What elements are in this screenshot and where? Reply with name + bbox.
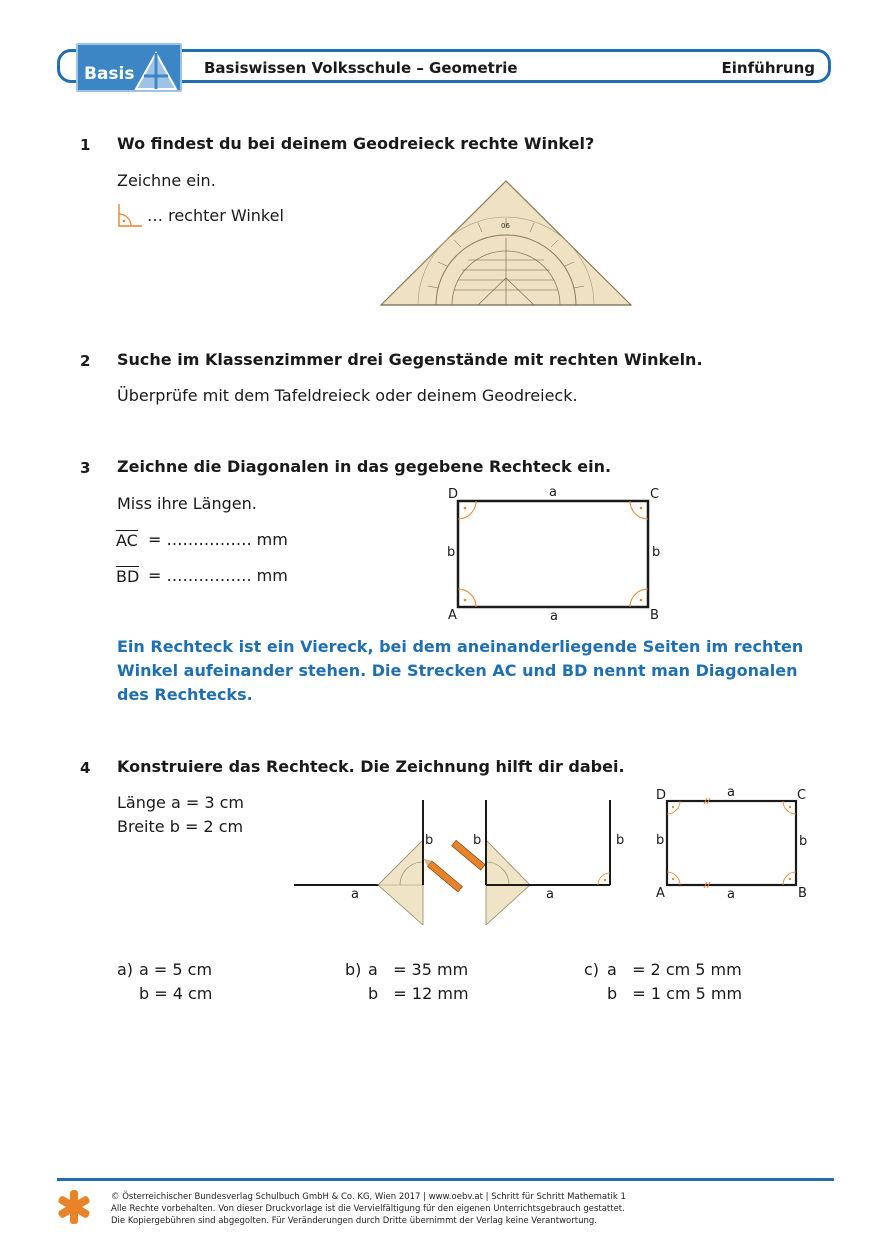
task-number: 2 [80, 352, 91, 370]
task-title: Suche im Klassenzimmer drei Gegenstände mit rechten Winkeln. [117, 350, 703, 369]
segment-ac: AC [116, 531, 138, 550]
small-vertex-c: C [797, 788, 807, 803]
exercise-c-line2: b = 1 cm 5 mm [607, 984, 743, 1003]
small-side-b-right: b [799, 834, 808, 849]
small-side-a-bottom: a [727, 887, 735, 902]
task-text: Miss ihre Längen. [117, 494, 257, 513]
task-text: Überprüfe mit dem Tafeldreieck oder deinem Geodreieck. [117, 386, 578, 405]
small-vertex-d: D [656, 788, 667, 803]
definition-line-1: Ein Rechteck ist ein Viereck, bei dem aneinanderliegende Seiten im rechten [117, 637, 804, 656]
vertex-c: C [650, 487, 660, 502]
footer-text [111, 1191, 626, 1227]
task-text: Zeichne ein. [117, 171, 216, 190]
construction-figure [290, 795, 630, 925]
construction-a-1: a [351, 887, 359, 902]
small-side-b-left: b [656, 833, 665, 848]
footer-line-3: Die Kopiergebühren sind abgegolten. Für Veränderungen durch Dritte übernimmt der Verlag keine Verantwortung. [111, 1216, 597, 1226]
footer-divider [57, 1178, 834, 1181]
exercise-c-id: c) [584, 960, 600, 979]
task-number: 1 [80, 136, 91, 154]
vertex-d: D [448, 487, 459, 502]
svg-text:06: 06 [501, 222, 510, 230]
basis-logo [76, 43, 182, 92]
exercise-a-id: a) [117, 960, 134, 979]
footer-line-2: Alle Rechte vorbehalten. Von dieser Druckvorlage ist die Vervielfältigung für den eigenen Unterrichtsgebrauch gestattet. [111, 1204, 625, 1214]
definition-line-2: Winkel aufeinander stehen. Die Strecken AC und BD nennt man Diagonalen [117, 661, 798, 680]
definition-line-3: des Rechtecks. [117, 685, 253, 704]
construction-b-3: b [616, 833, 625, 848]
task-title: Konstruiere das Rechteck. Die Zeichnung hilft dir dabei. [117, 757, 625, 776]
exercise-b-line2: b = 12 mm [368, 984, 469, 1003]
exercise-b-line1: a = 35 mm [368, 960, 469, 979]
small-rectangle-figure [655, 790, 808, 900]
vertex-a: A [448, 608, 457, 623]
vertex-b: B [650, 608, 659, 623]
side-b-left: b [447, 545, 456, 560]
geodreieck-image [378, 178, 634, 308]
small-vertex-b: B [798, 886, 807, 901]
construction-a-2: a [546, 887, 554, 902]
logo-text: Basis [84, 64, 135, 84]
construction-b-2: b [473, 833, 482, 848]
exercise-c-line1: a = 2 cm 5 mm [607, 960, 742, 979]
construction-b-1: b [425, 833, 434, 848]
side-a-top: a [549, 485, 557, 500]
oebv-star-icon [55, 1188, 93, 1226]
length-text: Länge a = 3 cm [117, 793, 244, 812]
legend-text: … rechter Winkel [147, 206, 284, 225]
task-title: Wo findest du bei deinem Geodreieck rechte Winkel? [117, 134, 595, 153]
exercise-a-line2: b = 4 cm [139, 984, 213, 1003]
width-text: Breite b = 2 cm [117, 817, 244, 836]
footer-line-1: © Österreichischer Bundesverlag Schulbuch GmbH & Co. KG, Wien 2017 | www.oebv.at | Schritt für Schritt Mathematik 1 [111, 1192, 626, 1202]
page-title: Basiswissen Volksschule – Geometrie [204, 59, 518, 77]
measure-bd: = ……………. mm [148, 566, 288, 585]
rectangle-figure [440, 485, 670, 625]
measure-ac: = ……………. mm [148, 530, 288, 549]
section-label: Einführung [721, 59, 815, 77]
segment-bd: BD [116, 567, 140, 586]
exercise-b-id: b) [345, 960, 362, 979]
right-angle-icon [116, 203, 144, 229]
small-vertex-a: A [656, 886, 665, 901]
task-title: Zeichne die Diagonalen in das gegebene Rechteck ein. [117, 457, 612, 476]
exercise-a-line1: a = 5 cm [139, 960, 213, 979]
task-number: 3 [80, 459, 91, 477]
small-side-a-top: a [727, 785, 735, 800]
task-number: 4 [80, 759, 91, 777]
side-b-right: b [652, 545, 661, 560]
side-a-bottom: a [550, 609, 558, 624]
